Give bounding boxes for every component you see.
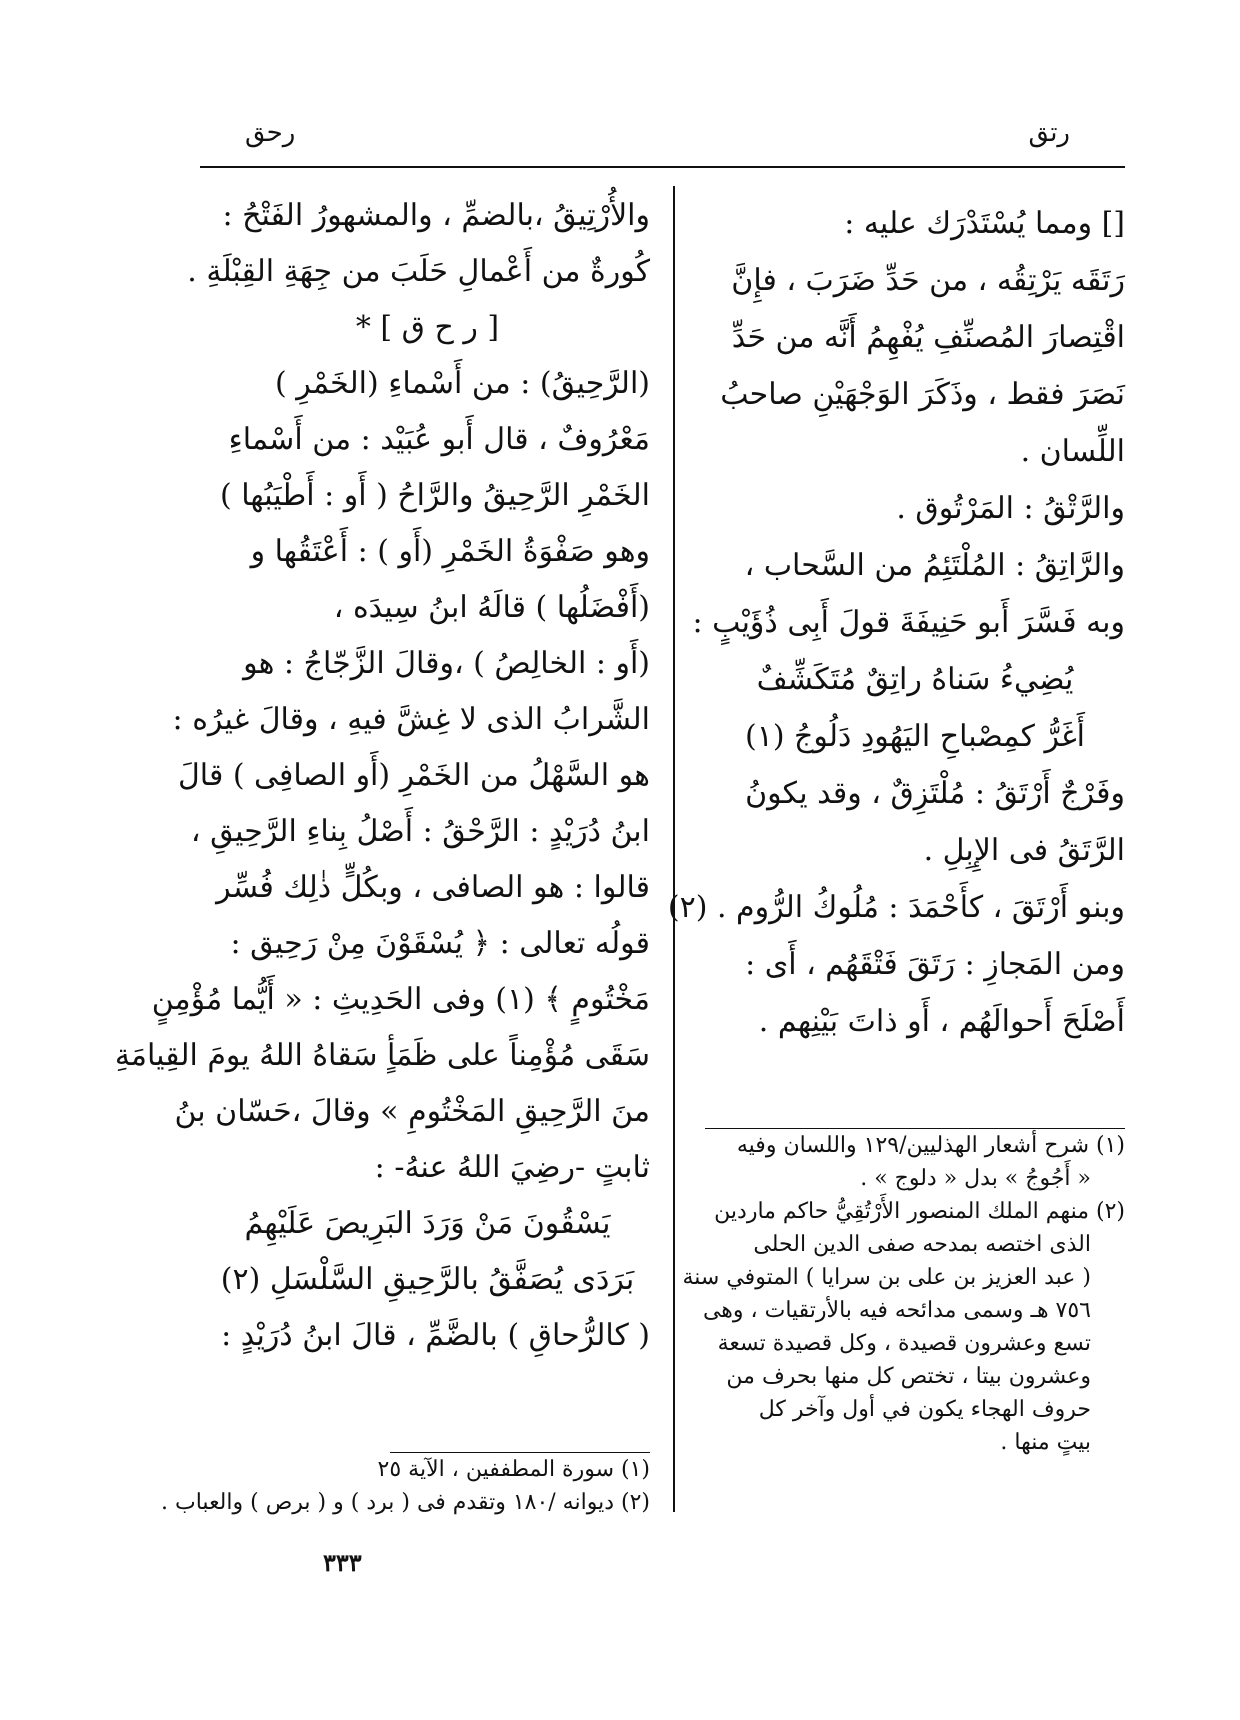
footnote-line: الذى اختصه بمدحه صفى الدين الحلى [753,1232,1091,1257]
footnote-line: (١) سورة المطففين ، الآية ٢٥ [377,1457,650,1482]
right-column [667,195,1125,1050]
text-line: وبنو أَرْتَقَ ، كأَحْمَدَ : مُلُوكُ الرُّوم . (٢) [667,890,1125,925]
text-line: سَقَى مُؤْمِناً على ظَمَأٍ سَقاهُ اللهُ يومَ القِيامَةِ [114,1038,650,1073]
footnote-line: ( عبد العزيز بن على بن سرايا ) المتوفي سنة [682,1265,1091,1290]
text-line: والأُرْتِيقُ ،بالضمِّ ، والمشهورُ الفَتْحُ : [222,198,650,233]
text-line: (أَفْضَلُها ) قالَهُ ابنُ سِيدَه ، [333,590,650,625]
page-number: ٣٣٣ [323,1548,362,1577]
footnote-line: (٢) ديوانه /١٨٠ وتقدم فى ( برد ) و ( برص ) والعباب . [161,1490,650,1515]
left-footnotes [161,1452,650,1519]
footnote-line: تسع وعشرون قصيدة ، وكل قصيدة تسعة [717,1331,1091,1356]
text-line: [] ومما يُسْتَدْرَك عليه : [844,206,1125,241]
text-line: (أَو : الخالِصُ ) ،وقالَ الزَّجّاجُ : هو [243,646,650,681]
footnote-line: ٧٥٦ هـ وسمى مدائحه فيه بالأرتقيات ، وهى [702,1298,1091,1323]
text-line: اللِّسان . [1020,434,1125,469]
text-line: ابنُ دُرَيْدٍ : الرَّحْقُ : أَصْلُ بِناءِ الرَّحِيقِ ، [190,814,650,849]
text-line: هو السَّهْلُ من الخَمْرِ (أَو الصافِى ) قالَ [178,758,650,793]
text-line: (الرَّحِيقُ) : من أَسْماءِ (الخَمْرِ ) [275,366,650,401]
footnote-line: بيتٍ منها . [1000,1430,1091,1455]
column-divider [673,186,675,1512]
text-line: الشَّرابُ الذى لا غِشَّ فيهِ ، وقالَ غيرُه : [172,702,650,737]
text-line: والرَّاتِقُ : المُلْتَئِمُ من السَّحاب ، [744,548,1125,583]
verse-line: بَرَدَى يُصَفَّقُ بالرَّحِيقِ السَّلْسَلِ (٢) [220,1262,635,1297]
text-line: الخَمْرِ الرَّحِيقُ والرَّاحُ ( أَو : أَطْيَبُها ) [220,478,650,513]
footnote-line: (٢) منهم الملك المنصور الأَرْتُقِيُّ حاكم ماردين [714,1199,1125,1224]
text-line: ( كالرُّحاقِ ) بالضَّمِّ ، قالَ ابنُ دُرَيْدٍ : [221,1318,650,1353]
right-footnotes [682,1128,1125,1459]
text-line: اقْتِصارَ المُصنِّفِ يُفْهِمُ أَنَّه من حَدِّ [731,320,1125,355]
verse-line: يُضِيءُ سَناهُ راتِقٌ مُتَكَشِّفٌ [756,662,1074,697]
entry-heading: [ ر ح ق ] * [355,310,500,345]
text-line: ومن المَجازِ : رَتَقَ فَتْقَهُم ، أَى : [745,947,1125,982]
text-line: رَتَقَه يَرْتِقُه ، من حَدِّ ضَرَبَ ، فإِنَّ [731,263,1125,298]
text-line: كُورةٌ من أَعْمالِ حَلَبَ من جِهَةِ القِبْلَةِ . [187,254,650,289]
verse-line: أَغَرُّ كمِصْباحِ اليَهُودِ دَلُوجُ (١) [744,719,1086,754]
text-line: منَ الرَّحِيقِ المَخْتُومِ » وقالَ ،حَسّان بنُ [174,1094,650,1129]
running-head-right: رتق [1028,118,1070,148]
text-line: مَعْرُوفٌ ، قال أَبو عُبَيْد : من أَسْماءِ [228,422,650,457]
header-rule [200,166,1125,168]
text-line: الرَّتَقُ فى الإِبِلِ . [923,833,1125,868]
verse-line: يَسْقُونَ مَنْ وَرَدَ البَرِيصَ عَلَيْهِمُ [244,1206,611,1241]
text-line: مَخْتُومٍ ﴾ (١) وفى الحَدِيثِ : « أَيُّما مُؤْمِنٍ [151,982,650,1017]
text-line: وبه فَسَّرَ أَبو حَنِيفَةَ قولَ أَبِى ذُؤَيْبٍ : [692,605,1125,640]
footnote-line: « أَجُوجُ » بدل « دلوج » . [860,1166,1091,1191]
text-line: وفَرْجٌ أَرْتَقُ : مُلْتَزِقٌ ، وقد يكونُ [745,776,1125,811]
text-line: ثابتٍ -رضِيَ اللهُ عنهُ- : [374,1150,650,1185]
text-line: وهو صَفْوَةُ الخَمْرِ (أَو ) : أَعْتَقُها و [250,534,650,569]
footnote-line: (١) شرح أشعار الهذليين/١٢٩ واللسان وفيه [736,1133,1125,1158]
running-head-left: رحق [245,118,296,148]
text-line: أَصْلَحَ أَحوالَهُم ، أَو ذاتَ بَيْنِهم . [758,1004,1125,1039]
left-column [114,188,650,1364]
footnote-line: وعشرون بيتا ، تختص كل منها بحرف من [726,1364,1091,1389]
text-line: والرَّتْقُ : المَرْتُوق . [896,491,1125,526]
text-line: نَصَرَ فقط ، وذَكَرَ الوَجْهَيْنِ صاحبُ [720,377,1125,412]
footnote-line: حروف الهجاء يكون في أول وآخر كل [758,1397,1091,1422]
text-line: قالوا : هو الصافى ، وبكُلٍّ ذٰلِك فُسِّر [216,870,650,905]
text-line: قولُه تعالى : ﴿ يُسْقَوْنَ مِنْ رَحِيق : [230,926,650,961]
